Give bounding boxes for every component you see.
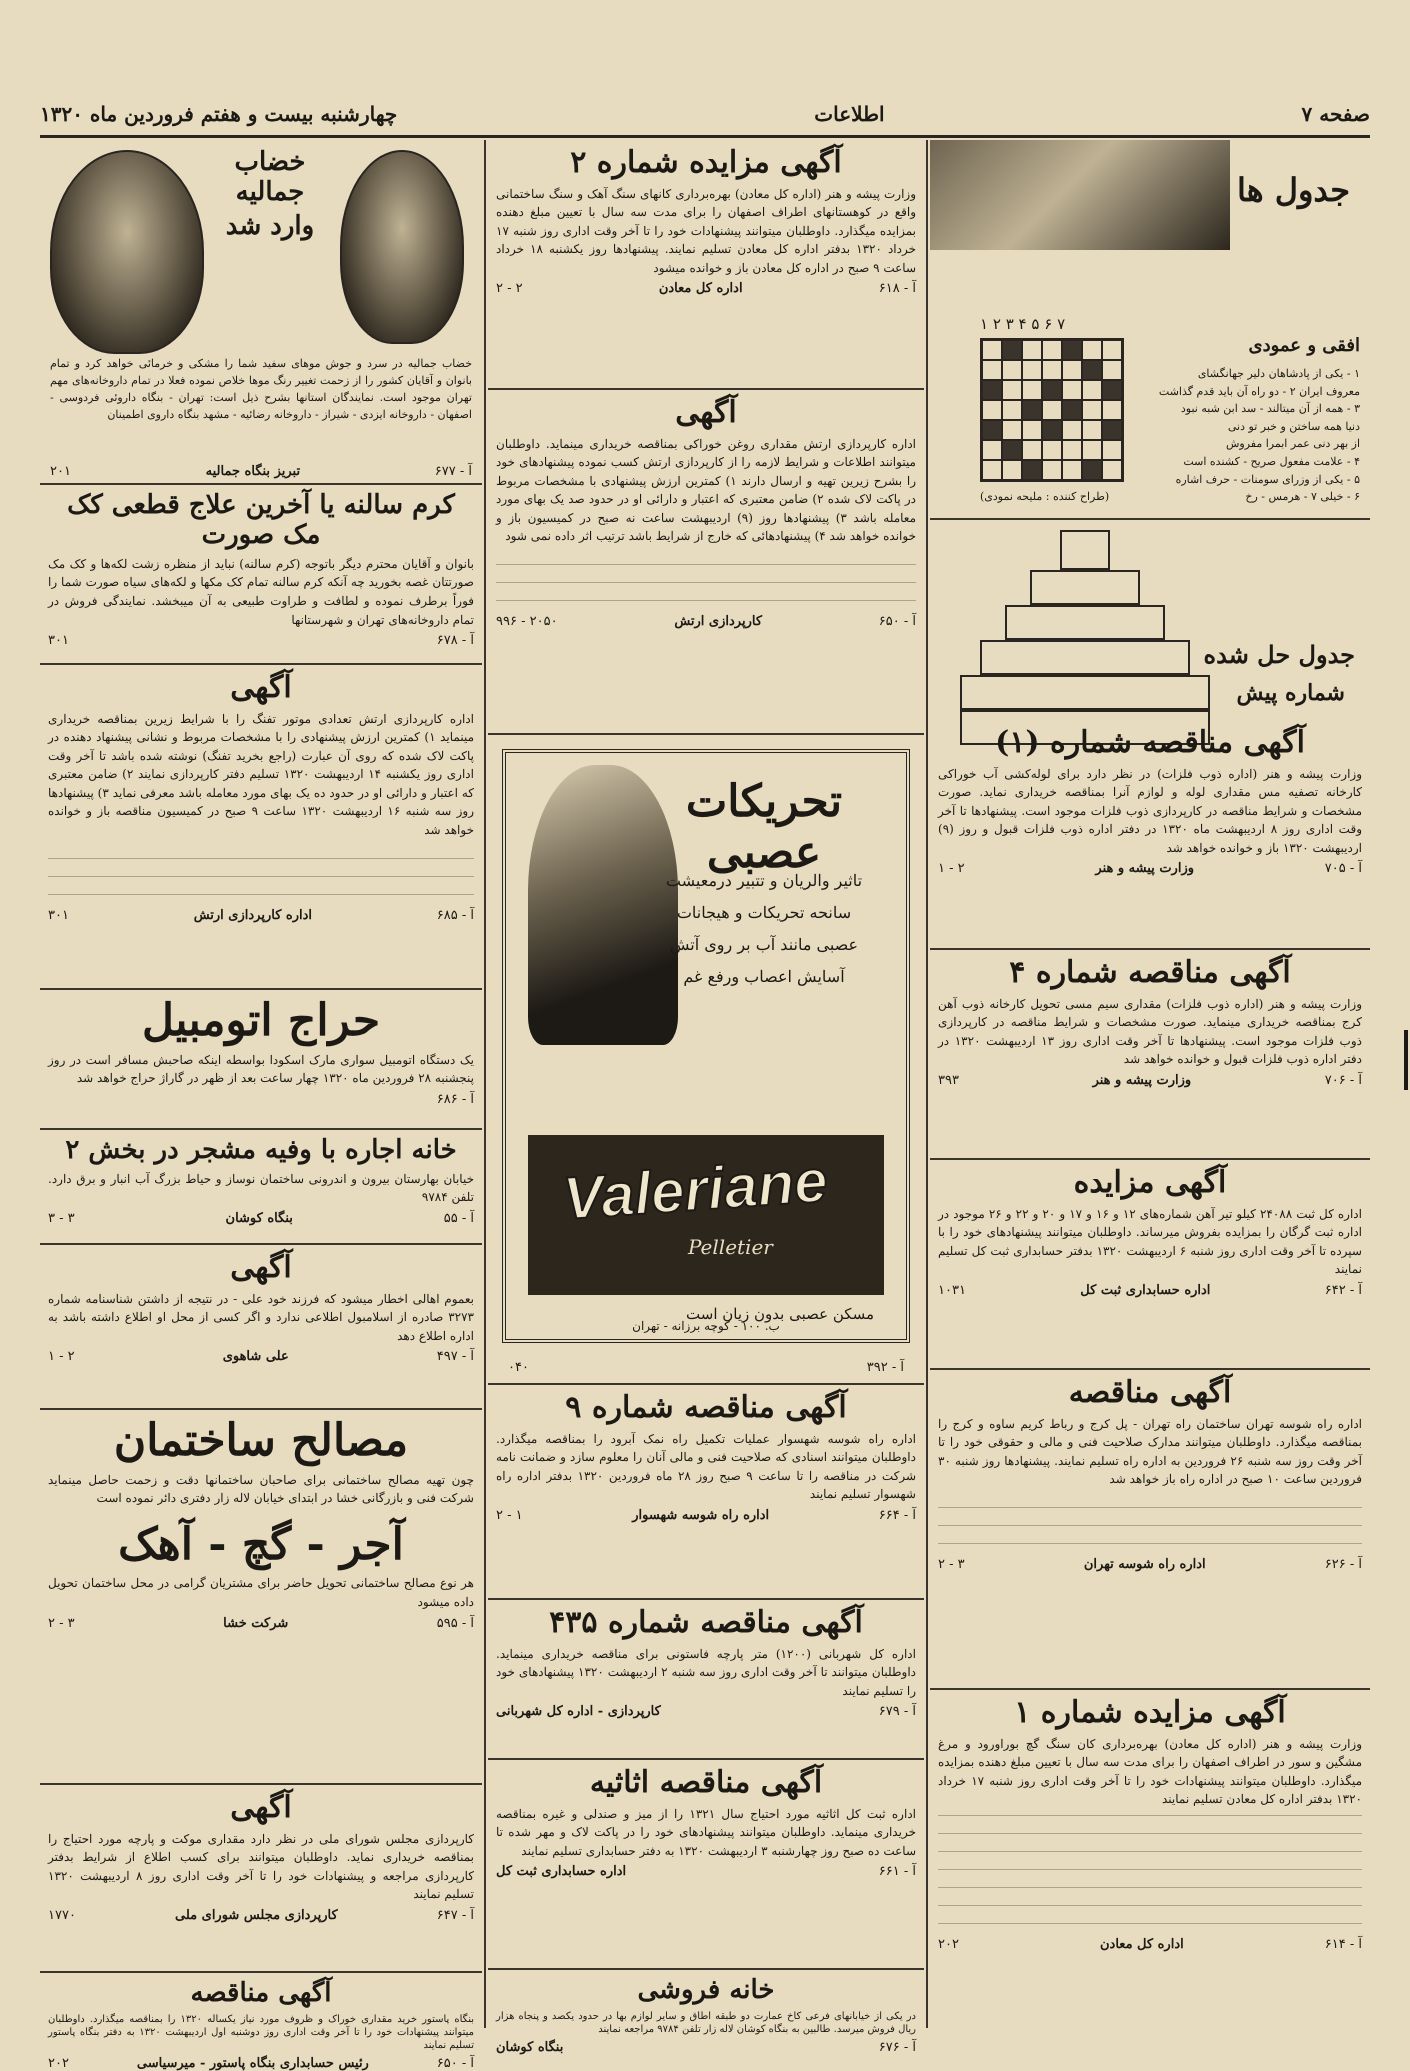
ad-subtitle: آجر - گچ - آهک [118, 1518, 404, 1570]
ad-title: کرم سالنه یا آخرین علاج قطعی کک مک صورت [67, 490, 455, 550]
ad-body: وزارت پیشه و هنر (اداره کل معادن) بهره‌برداری کان سنگ گچ بوراورود و مرغ مشگین و سور در اطراف اصفهان را برای مدت سه سال با تعیین مبلغ دهنده بمزایده میگذارد. داوطلبان میتوانند پیشنهادات خود را تا آخر وقت اداری روز شنبه ۱۷ خرداد ۱۳۲۰ بدفتر اداره کل معادن تسلیم نمایند [938, 1736, 1363, 1807]
ad-title: آگهی مناقصه [190, 1978, 332, 2008]
ad-body: یک دستگاه اتومبیل سواری مارک اسکودا بواسطه اینکه صاحبش مسافر است در روز پنجشنبه ۲۸ فروردین ماه ۱۳۲۰ چهار ساعت بعد از ظهر در گاراژ حراج خواهد شد [48, 1052, 474, 1086]
ad-code: ۳ - ۲ [48, 1615, 75, 1631]
crossword-title: جدول ها [1236, 171, 1350, 209]
ad-code: آ - ۶۸۶ [436, 1091, 474, 1107]
road-tender-ad [930, 1370, 1370, 1690]
brand-name: Valeriane [560, 1146, 830, 1233]
issue-date: چهارشنبه بیست و هفتم فروردین ماه ۱۳۲۰ [40, 102, 398, 126]
ad-title: آگهی مزایده [1073, 1165, 1227, 1200]
auction1-ad [930, 1690, 1370, 2028]
ad-meta [496, 1704, 916, 1719]
ad-title: آگهی مناقصه اثاثیه [589, 1765, 823, 1800]
ad-signature: کارپردازی ارتش [674, 614, 763, 630]
auction-ad [930, 1160, 1370, 1370]
ad-signature: اداره کل معادن [1100, 1936, 1184, 1952]
ad-code: آ - ۶۸۵ [436, 907, 474, 923]
clue-line: ۶ - خیلی ۷ - هرمس - رخ [1245, 490, 1360, 504]
ad-code: آ - ۶۷۹ [878, 1704, 916, 1720]
ad-code: آ - ۶۷۸ [436, 633, 474, 649]
ad-meta [938, 1557, 1362, 1572]
ad-title: آگهی مناقصه شماره (۱) [995, 725, 1305, 760]
ad-code: آ - ۴۹۷ [436, 1349, 474, 1365]
crossword-header-illustration [930, 140, 1230, 250]
ad-code: آ - ۳۹۲ [866, 1360, 904, 1375]
ad-code: ۳ - ۲ [938, 1556, 965, 1572]
tender435-ad [488, 1600, 924, 1760]
text-filler [496, 550, 916, 610]
ad-body: بانوان و آقایان محترم دیگر باتوجه (کرم سالنه) نباید از منظره زشت لکه‌ها و کک مک صورتتان غصه بخورید چه آنکه کرم سالنه تمام کک مکها و لکه‌های سیاه صورت شما را فوراً برطرف نموده و لطافت و طراوت طبیعی به آن میبخشد. نمایندگی فروش در تمام داروخانه‌های تهران و شهرستانها [48, 556, 474, 627]
ad-meta [496, 281, 916, 296]
ad-title: خضاب جمالیه [234, 147, 306, 207]
ad-code: ۲ - ۱ [48, 1349, 75, 1365]
crossword-subtitle: افقی و عمودی [1248, 335, 1360, 356]
ad-signature: کارپردازی - اداره کل شهربانی [496, 1704, 661, 1720]
ad-meta [938, 1283, 1362, 1298]
building-materials-ad [40, 1410, 482, 1785]
ad-title: آگهی مناقصه شماره ۴ [1009, 955, 1291, 990]
ad-title: آگهی مناقصه شماره ۴۳۵ [549, 1605, 863, 1640]
ad-signature: اداره حسابداری ثبت کل [496, 1864, 627, 1880]
ad-code: ۲۰۲ [48, 2055, 69, 2071]
ad-signature: وزارت پیشه و هنر [1095, 861, 1195, 877]
ad-code: ۲ - ۱ [938, 861, 965, 877]
clue-line: ۳ - همه از آن میتالند - سد ابن شبه نبود [1180, 402, 1360, 416]
ad-code: آ - ۷۰۵ [1324, 861, 1362, 877]
ad-signature: اداره کارپردازی ارتش [193, 907, 313, 923]
ad-code: آ - ۵۹۵ [436, 1615, 474, 1631]
ad-code: ۱ - ۲ [496, 1507, 523, 1523]
ad-meta [48, 1349, 474, 1364]
ad-code: ۲ - ۲ [496, 281, 523, 297]
ad-code: ۱۷۷۰ [48, 1907, 76, 1923]
ad-meta [48, 633, 474, 648]
ad-title: آگهی مزایده شماره ۲ [570, 145, 842, 180]
ad-body: خضاب جمالیه در سرد و جوش موهای سفید شما را مشکی و خرمائی خواهد کرد و تمام بانوان و آقایان کشور را از زحمت تغییر رنگ موها خلاص نموده فعلا در تمام داروخانه‌های مهم تهران موجود است. نمایندگان استانها بشرح ذیل است: تهران - بنگاه داروئی فردوسی - اصفهان - داروخانه ایزدی - شیراز - داروخانه رضائیه - مشهد بنگاه داروی اطمینان [50, 357, 472, 422]
ad-title: آگهی [230, 1250, 292, 1285]
ad-copy-line: عصبی مانند آب بر روی آتش [669, 935, 859, 954]
ad-meta [496, 1508, 916, 1523]
ad-code: ۲۰۵۰ - ۹۹۶ [496, 614, 558, 630]
ad-title: آگهی [675, 395, 737, 430]
page-header [40, 95, 1370, 133]
crossword-clues [1110, 365, 1360, 506]
ad-signature: شرکت خشا [223, 1615, 289, 1631]
ad-code: آ - ۵۵ [443, 1211, 474, 1227]
ad-code: ۳ - ۳ [48, 1211, 75, 1227]
ad-code: آ - ۶۶۴ [878, 1507, 916, 1523]
ad-meta [48, 1211, 474, 1226]
ad-signature: بنگاه کوشان [225, 1211, 293, 1227]
clue-line: از بهر دنی عمر ابمرا مفروش [1225, 437, 1360, 451]
clue-line: ۵ - یکی از وزرای سومنات - حرف اشاره [1175, 472, 1360, 486]
ad-meta [938, 861, 1362, 876]
ad-body: اداره راه شوسه شهسوار عملیات تکمیل راه نمک آبرود را بمناقصه میگذارد. داوطلبان میتوانند اسنادی که صلاحیت فنی و مالی آنان را معلوم سازد و ضمانت نامه شرکت در مناقصه را تا ساعت ۹ صبح روز ۲۸ ماه فروردین ۱۳۲۰ بدفتر اداره راه شهسوار تسلیم نمایند [496, 1431, 916, 1502]
public-notice-ad [40, 1245, 482, 1410]
ad-code: آ - ۶۵۰ [436, 2055, 474, 2071]
ad-signature: اداره راه شوسه شهسوار [632, 1507, 770, 1523]
ad-body: اداره کارپردازی ارتش مقداری روغن خوراکی بمناقصه خریداری مینماید. داوطلبان میتوانند اطلاعات و شرایط لازمه را از کارپردازی ارتش کسب نموده پیشنهادهای خود را بشرح زیرین تهیه و ارسال دارند ۱) کمترین ارزش پیشنهادی با مشخصات مربوط در پاکت لاک شده ۲) ضامن معتبری که اعتبار و دارائی او در حدود صد یک بهای مورد معامله باشد ۳) پیشنهادها روز (۹) اردیبهشت ساعت نه صبح در کمیسیون باز و خوانده خواهد شد ۴) پیشنهادهائی که خارج از شرایط باشد ترتیب اثر داده نمی شود [496, 436, 917, 544]
house-rent-ad [40, 1130, 482, 1245]
ad-title: آگهی [230, 670, 292, 705]
ad-code: آ - ۶۱۴ [1324, 1936, 1362, 1952]
pasteur-tender-ad [40, 1973, 482, 2071]
ad-code: آ - ۶۷۷ [434, 464, 472, 479]
ad-signature: رئیس حسابداری بنگاه پاستور - میرسیاسی [136, 2055, 369, 2071]
ad-code: ۳۰۱ [48, 633, 69, 649]
portrait-illustration [50, 150, 204, 354]
ad-body: وزارت پیشه و هنر (اداره کل معادن) بهره‌برداری کانهای سنگ آهک و سنگ ساختمانی واقع در کوهستانهای اطراف اصفهان را برای مدت سه سال با تعیین مبلغ دهنده بمزایده میگذارد. داوطلبان میتوانند پیشنهادات خود را تا آخر وقت اداری روز شنبه ۱۷ خرداد ۱۳۲۰ بدفتر اداره کل معادن تسلیم نمایند. پیشنهادها روز یکشنبه ۱۸ خرداد ساعت ۹ صبح در اداره کل معادن باز و خوانده میشود [496, 186, 917, 275]
newspaper-name: اطلاعات [814, 102, 885, 126]
ad-code: آ - ۷۰۶ [1324, 1072, 1362, 1088]
ad-body: وزارت پیشه و هنر (اداره ذوب فلزات) در نظر دارد برای لوله‌کشی آب خوراکی کارخانه تصفیه مس مقداری لوله و لوازم آنرا بمناقصه خریداری نماید. صورت مشخصات و شرایط مناقصه در کارپردازی ذوب فلزات موجود است. پیشنهادها تا آخر وقت اداری روز ۸ اردیبهشت ماه ۱۳۲۰ در دفتر اداره ذوب فلزات قبول و روز (۹) اردیبهشت ۱۳۲۰ باز و خوانده خواهد شد [938, 766, 1362, 855]
ad-code: ۰۴۰ [508, 1360, 529, 1375]
ad-signature: وزارت پیشه و هنر [1092, 1072, 1192, 1088]
solved-title: جدول حل شده [1203, 640, 1355, 669]
clue-line: معروف ایران ۲ - دو راه آن باید قدم گذاشت [1158, 384, 1360, 398]
ad-code: آ - ۶۶۱ [878, 1864, 916, 1880]
ad-meta [496, 1864, 916, 1879]
solved-subtitle: شماره پیش [1236, 680, 1345, 706]
column-divider [926, 140, 928, 2028]
ad-body: وزارت پیشه و هنر (اداره ذوب فلزات) مقداری سیم مسی تحویل کارخانه ذوب آهن کرج بمناقصه خریداری مینماید. صورت مشخصات و شرایط مناقصه در کارپردازی ذوب فلزات موجود است. پیشنهادها تا آخر وقت اداری روز ۱۳ اردیبهشت ۱۳۲۰ در دفتر اداره ذوب فلزات قبول و خوانده خواهد شد [938, 996, 1362, 1067]
beauty-dye-ad [40, 140, 482, 485]
ad-signature: علی شاهوی [222, 1349, 289, 1365]
ad-body: اداره کارپردازی ارتش تعدادی موتور تفنگ را با شرایط زیرین بمناقصه خریداری مینماید ۱) کمترین ارزش پیشنهادی را با مشخصات مربوط و نشانی پیشنهاد دهنده در پاکت لاک شده که روی آن عبارت (راجع بخرید تفنگ) نوشته شده باشد تا آخر وقت اداری روز یکشنبه ۱۴ اردیبهشت ۱۳۲۰ تسلیم دفتر کارپردازی نمایند ۲) ضامن معتبری که اعتبار و دارائی او در حدود ده یک بهای مورد معامله باشد معرفی نماید ۳) پیشنهادها روز سه شنبه ۱۶ اردیبهشت ۱۳۲۰ ساعت ۹ صبح در کمیسیون مناقصه باز و خوانده خواهد شد [48, 711, 475, 838]
ad-side-text: مسکن عصبی بدون زیان است [686, 1305, 874, 1323]
ad-code: آ - ۶۲۶ [1324, 1556, 1362, 1572]
ad-body: خیابان بهارستان بیرون و اندرونی ساختمان نوساز و حیاط بزرگ آب انبار و برق دارد. تلفن ۹۷۸۴ [48, 1171, 474, 1205]
crossword-section [930, 140, 1370, 520]
tender1-ad [930, 720, 1370, 950]
ad-title: مصالح ساختمان [113, 1415, 409, 1466]
header-rule [40, 135, 1370, 138]
ad-body: اداره راه شوسه تهران ساختمان راه تهران - پل کرج و رباط کریم ساوه و کرج را بمناقصه میگذارد. داوطلبان میتوانند مدارک صلاحیت فنی و مالی و حقوقی خود را تا آخر وقت روز سه شنبه ۲۶ فروردین به اداره راه تسلیم نمایند. پیشنهادها روز شنبه ۳۰ فروردین ساعت ۱۰ صبح در اداره راه باز خواهد شد [938, 1416, 1362, 1487]
ad-copy-line: تاثیر والریان و تتبیر درمعیشت [665, 871, 863, 890]
ad-meta [938, 1073, 1362, 1088]
road9-ad [488, 1385, 924, 1600]
ad-body: بنگاه پاستور خرید مقداری خوراک و ظروف مورد نیاز یکساله ۱۳۲۰ را بمناقصه میگذارد. داوطلبان میتوانند پیشنهادات خود را تا آخر وقت اداری روز دوشنبه اول اردیبهشت ۱۳۲۰ به دفتر بنگاه پاستور تسلیم نمایند [48, 2013, 474, 2051]
valeriane-ad [488, 735, 924, 1385]
portrait-illustration [340, 150, 464, 344]
ad-body: چون تهیه مصالح ساختمانی برای صاحبان ساختمانها دقت و زحمت حاصل مینماید شرکت فنی و بازرگانی خشا در ابتدای خیابان لاله زار دفتری دائر نموده است [48, 1472, 474, 1506]
crossword-credit: (طراح کننده : ملیحه نمودی) [980, 490, 1110, 503]
ad-body: بعموم اهالی اخطار میشود که فرزند خود علی - در نتیجه از داشتن شناسنامه شماره ۳۲۷۳ صادره از اسلامبول اطلاعی ندارد و اگر کسی از محل او اطلاع داشته باشد به اداره اطلاع دهد [48, 1291, 474, 1343]
ad-meta [938, 1937, 1362, 1952]
ad-title: آگهی مزایده شماره ۱ [1014, 1695, 1286, 1730]
crossword-column-numbers: ۷ ۶ ۵ ۴ ۳ ۲ ۱ [980, 315, 1066, 333]
ad-title: آگهی مناقصه شماره ۹ [565, 1390, 847, 1425]
ad-code: آ - ۶۴۲ [1324, 1282, 1362, 1298]
ad-copy-line: آسایش اعصاب ورفع غم [683, 967, 845, 986]
middle-column [488, 140, 924, 2055]
clue-line: ۴ - علامت مفعول صریح - کشنده است [1183, 454, 1360, 468]
tender4-ad [930, 950, 1370, 1160]
page-number: صفحه ۷ [1301, 102, 1370, 126]
ad-meta [48, 1908, 474, 1923]
ad-title: خانه فروشی [637, 1975, 775, 2005]
crossword-grid [980, 338, 1124, 482]
auction2-ad [488, 140, 924, 390]
page-edge-mark [1404, 1030, 1408, 1090]
left-column [40, 140, 482, 2071]
ad-body: اداره کل ثبت ۲۴۰۸۸ کیلو تیر آهن شماره‌های ۱۲ و ۱۶ و ۱۷ و ۲۰ و ۲۲ و ۲۶ موجود در اداره ثبت گرگان را بمزایده بفروش میرساند. داوطلبان میتوانند پیشنهادهای خود را با سپرده تا آخر وقت اداری روز شنبه ۶ اردیبهشت ۱۳۲۰ بدفتر حسابداری ثبت کل تسلیم نمایند [938, 1206, 1362, 1277]
ad-body: اداره کل شهربانی (۱۲۰۰) متر پارچه فاستونی برای مناقصه خریداری مینماید. داوطلبان میتوانند تا آخر وقت اداری روز سه شنبه ۲ اردیبهشت ۱۳۲۰ پیشنهادهای خود را تسلیم نمایند [496, 1646, 916, 1698]
ad-code: آ - ۶۵۰ [878, 614, 916, 630]
ad-code: ۳۰۱ [48, 907, 69, 923]
clue-line: دنیا همه ساختن و خبر تو دنی [1227, 419, 1360, 433]
furniture-tender-ad [488, 1760, 924, 1970]
ad-address: ب. ۱۰۰ - کوچه برزانه - تهران [632, 1319, 780, 1333]
ad-copy [644, 865, 884, 993]
ad-subtitle: وارد شد [225, 210, 315, 241]
ad-code: ۲۰۲ [938, 1936, 959, 1952]
ad-meta [50, 464, 472, 479]
ad-meta [508, 1360, 904, 1375]
text-filler [938, 1493, 1362, 1553]
brand-subtitle: Pelletier [688, 1235, 773, 1259]
house-sale-ad [488, 1970, 924, 2055]
ad-title: خانه اجاره با وفیه مشجر در بخش ۲ [65, 1135, 457, 1165]
ad-meta [48, 1616, 474, 1631]
ad-meta [48, 908, 474, 923]
ad-body: در یکی از خیابانهای فرعی کاخ عمارت دو طبقه اطاق و سایر لوازم بها در حدود یکصد و پنجاه هزار ریال فروش میرسد. طالبین به بنگاه کوشان لاله زار تلفن ۹۷۸۴ مراجعه نمایند [496, 2010, 916, 2035]
ad-signature: اداره کل معادن [658, 281, 743, 297]
army-oil-ad [488, 390, 924, 735]
ad-code: ۱۰۳۱ [938, 1282, 966, 1298]
ad-body: اداره ثبت کل اثاثیه مورد احتیاج سال ۱۳۲۱ را از میز و صندلی و غیره بمناقصه خریداری مینماید. داوطلبان میتوانند پیشنهادهای خود را در پاکت لاک و مهر شده تا ساعت ده صبح روز چهارشنبه ۳ اردیبهشت ۱۳۲۰ به دفتر حسابداری تسلیم نمایند [496, 1806, 916, 1858]
ad-code: ۳۹۳ [938, 1072, 959, 1088]
cream-ad [40, 485, 482, 665]
ad-code: آ - ۶۱۸ [878, 281, 916, 297]
text-filler [938, 1813, 1362, 1933]
ad-code: ۲۰۱ [50, 464, 71, 479]
ad-meta [48, 1092, 474, 1107]
text-filler [48, 844, 474, 904]
ad-meta [496, 2040, 916, 2055]
right-column [930, 140, 1370, 2028]
clue-line: ۱ - یکی از پادشاهان دلیر جهانگشای [1197, 367, 1360, 380]
ad-meta [48, 2056, 474, 2071]
ad-title: آگهی مناقصه [1068, 1375, 1232, 1410]
ad-signature: بنگاه کوشان [496, 2039, 564, 2055]
ad-code: آ - ۶۷۶ [878, 2039, 916, 2055]
car-auction-ad [40, 990, 482, 1130]
ad-title: حراج اتومبیل [141, 995, 381, 1046]
column-divider [484, 140, 486, 2028]
ad-signature: تبریز بنگاه جمالیه [205, 464, 301, 479]
majles-ad [40, 1785, 482, 1973]
ad-code: آ - ۶۴۷ [436, 1907, 474, 1923]
ad-headline: تحریکات عصبی [685, 776, 843, 878]
ad-signature: کارپردازی مجلس شورای ملی [175, 1907, 338, 1923]
ad-signature: اداره حسابداری ثبت کل [1080, 1282, 1211, 1298]
ad-title: آگهی [230, 1790, 292, 1825]
ad-body: کارپردازی مجلس شورای ملی در نظر دارد مقداری موکت و پارچه مورد احتیاج را بمناقصه خریداری نماید. داوطلبان میتوانند برای کسب اطلاع از شرایط بدفتر کارپردازی مراجعه و پیشنهادات خود را تا آخر وقت اداری روز ۸ اردیبهشت ۱۳۲۰ تسلیم نمایند [48, 1831, 474, 1902]
ad-body: هر نوع مصالح ساختمانی تحویل حاضر برای مشتریان گرامی در محل ساختمان تحویل داده میشود [48, 1576, 474, 1609]
ad-signature: اداره راه شوسه تهران [1083, 1556, 1206, 1572]
ad-copy-line: سانحه تحریکات و هیجانات [676, 903, 852, 922]
rifle-tender-ad [40, 665, 482, 990]
ad-meta [496, 614, 916, 629]
